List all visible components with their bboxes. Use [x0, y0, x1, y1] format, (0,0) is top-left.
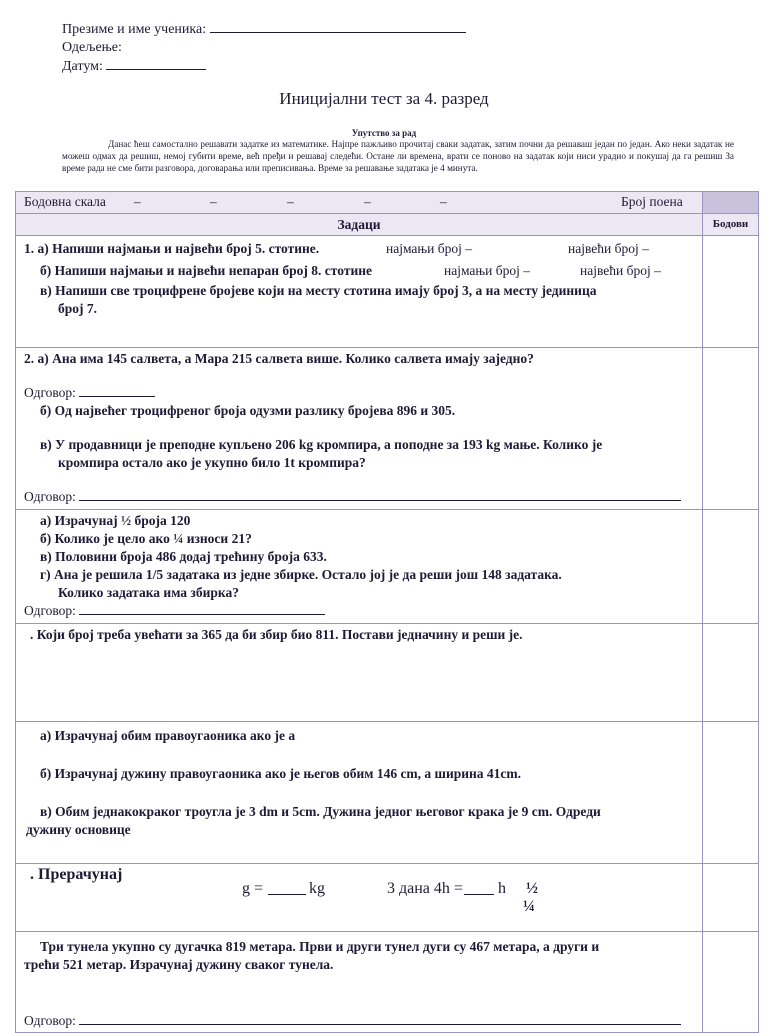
header-row	[16, 214, 759, 236]
task-6-g-line[interactable]	[268, 882, 306, 895]
task-1b-text: б) Напиши најмањи и највећи непаран број 8. стотине	[40, 263, 372, 278]
task-row-4	[16, 624, 759, 722]
task-6-cell	[16, 864, 703, 932]
task-6-kg-label: kg	[309, 880, 325, 897]
task-3d-text-2: Колико задатака има збирка?	[58, 585, 239, 600]
task-2a-answer-line[interactable]	[79, 384, 155, 397]
task-2a-answer	[24, 384, 696, 402]
task-3-answer	[24, 602, 696, 620]
task-4-cell	[16, 624, 703, 722]
student-header	[62, 20, 466, 76]
points-label: Број поена	[621, 194, 683, 209]
task-5-cell	[16, 722, 703, 864]
name-line[interactable]	[210, 20, 466, 33]
task-row-2	[16, 348, 759, 510]
scale-dash-1: –	[134, 194, 141, 209]
task-3a-text: а) Израчунај ½ броја 120	[40, 513, 191, 528]
task-3d-text: г) Ана је решила 1/5 задатака из једне збирке. Остало јој је да реши још 148 задатака.	[40, 567, 562, 582]
date-row	[62, 57, 466, 76]
task-5a-text: а) Израчунај обим правоугаоника ако је а	[40, 728, 296, 743]
task-5c-text: в) Обим једнакокраког троугла је 3 dm и 5cm. Дужина једног његовог крака је 9 cm. Одреди	[40, 804, 601, 819]
scale-dash-2: –	[210, 194, 217, 209]
task-7-text: Три тунела укупно су дугачка 819 метара. Први и други тунел дуги су 467 метара, а други и	[40, 939, 600, 954]
task-1c-text-2: број 7.	[58, 301, 98, 316]
task-4-points[interactable]	[703, 624, 759, 722]
task-1b-min: најмањи број –	[444, 263, 531, 278]
task-3-answer-line[interactable]	[79, 602, 325, 615]
task-2c-answer-label: Одговор:	[24, 489, 76, 504]
task-1-points[interactable]	[703, 236, 759, 348]
task-row-1	[16, 236, 759, 348]
task-7-answer	[24, 1012, 696, 1030]
task-2c-answer	[24, 488, 696, 506]
scale-points-cell[interactable]	[703, 192, 759, 214]
task-3c-text: в) Половини броја 486 додај трећину броја 633.	[40, 549, 327, 564]
task-2c-answer-line[interactable]	[79, 488, 681, 501]
task-1c-text: в) Напиши све троцифрене бројеве који на месту стотина имају број 3, а на месту јединица	[40, 283, 597, 298]
scale-dash-5: –	[440, 194, 447, 209]
task-3-answer-label: Одговор:	[24, 603, 76, 618]
task-2a-answer-label: Одговор:	[24, 385, 76, 400]
page-title: Иницијални тест за 4. разред	[279, 89, 489, 108]
name-row	[62, 20, 466, 39]
task-7-answer-line[interactable]	[79, 1012, 681, 1025]
class-row	[62, 39, 466, 57]
task-6-points[interactable]	[703, 864, 759, 932]
scale-dash-3: –	[287, 194, 294, 209]
task-7-cell	[16, 932, 703, 1033]
task-1a-text: 1. а) Напиши најмањи и највећи број 5. стотине.	[24, 241, 320, 256]
name-label: Презиме и име ученика:	[62, 22, 207, 37]
scale-dash-4: –	[364, 194, 371, 209]
task-2c-text: в) У продавници је преподне купљено 206 kg кромпира, а поподне за 193 kg мање. Колико је	[40, 437, 603, 452]
task-3b-text: б) Колико је цело ако ¼ износи 21?	[40, 531, 252, 546]
task-7-answer-label: Одговор:	[24, 1013, 76, 1028]
task-2b-text: б) Од највећег троцифреног броја одузми разлику бројева 896 и 305.	[40, 403, 456, 418]
task-1b-max: највећи број –	[580, 263, 661, 278]
task-2-points[interactable]	[703, 348, 759, 510]
task-row-6	[16, 864, 759, 932]
task-2c-text-2: кромпира остало ако је укупно било 1t кромпира?	[58, 455, 366, 470]
scale-label: Бодовна скала	[24, 194, 106, 209]
task-6-days-label: 3 дана 4h =	[387, 880, 463, 897]
task-5-points[interactable]	[703, 722, 759, 864]
task-1a-min: најмањи број –	[386, 241, 473, 256]
task-6-h-label: h	[498, 880, 506, 897]
task-5c-text-2: дужину основице	[26, 822, 131, 837]
task-6-half: ½	[526, 880, 538, 897]
task-2-cell	[16, 348, 703, 510]
task-6-title: . Прерачунај	[30, 866, 123, 883]
task-6-g-label: g =	[242, 880, 264, 897]
class-label: Одељење:	[62, 40, 122, 55]
scale-cell	[16, 192, 703, 214]
task-1-cell	[16, 236, 703, 348]
task-3-cell	[16, 510, 703, 624]
task-6-quarter: ¼	[523, 898, 535, 915]
instructions-heading: Упутство за рад	[351, 128, 417, 138]
task-row-3	[16, 510, 759, 624]
points-header: Бодови	[703, 214, 759, 236]
task-2a-text: 2. а) Ана има 145 салвета, а Мара 215 салвета више. Колико салвета имају заједно?	[24, 351, 534, 366]
task-7-points[interactable]	[703, 932, 759, 1033]
date-label: Датум:	[62, 59, 103, 74]
task-5b-text: б) Израчунај дужину правоугаоника ако је његов обим 146 cm, а ширина 41cm.	[40, 766, 522, 781]
task-3-points[interactable]	[703, 510, 759, 624]
task-7-text-2: трећи 521 метар. Израчунај дужину сваког тунела.	[24, 957, 334, 972]
test-table	[15, 191, 759, 1033]
task-row-5	[16, 722, 759, 864]
scale-row	[16, 192, 759, 214]
task-row-7	[16, 932, 759, 1033]
task-1a-max: највећи број –	[568, 241, 649, 256]
tasks-header: Задаци	[16, 214, 703, 236]
date-line[interactable]	[106, 57, 206, 70]
task-4-text: . Који број треба увећати за 365 да би збир био 811. Постави једначину и реши је.	[30, 627, 523, 642]
task-6-h-line[interactable]	[464, 882, 494, 895]
instructions-text: Данас ћеш самостално решавати задатке из математике. Најпре пажљиво прочитај сваки задатак, затим почни да решаваш један по један. Ако неки задатак не можеш одмах да решиш, немој губити време, већ пређи и решавај следећи. Остане ли времена, врати се поново на задатак који ниси урадио и покушај да га решиш За време рада не сме бити разговора, договарања или преписивања. Време за решавање задатака је 4 минута.	[62, 139, 734, 173]
